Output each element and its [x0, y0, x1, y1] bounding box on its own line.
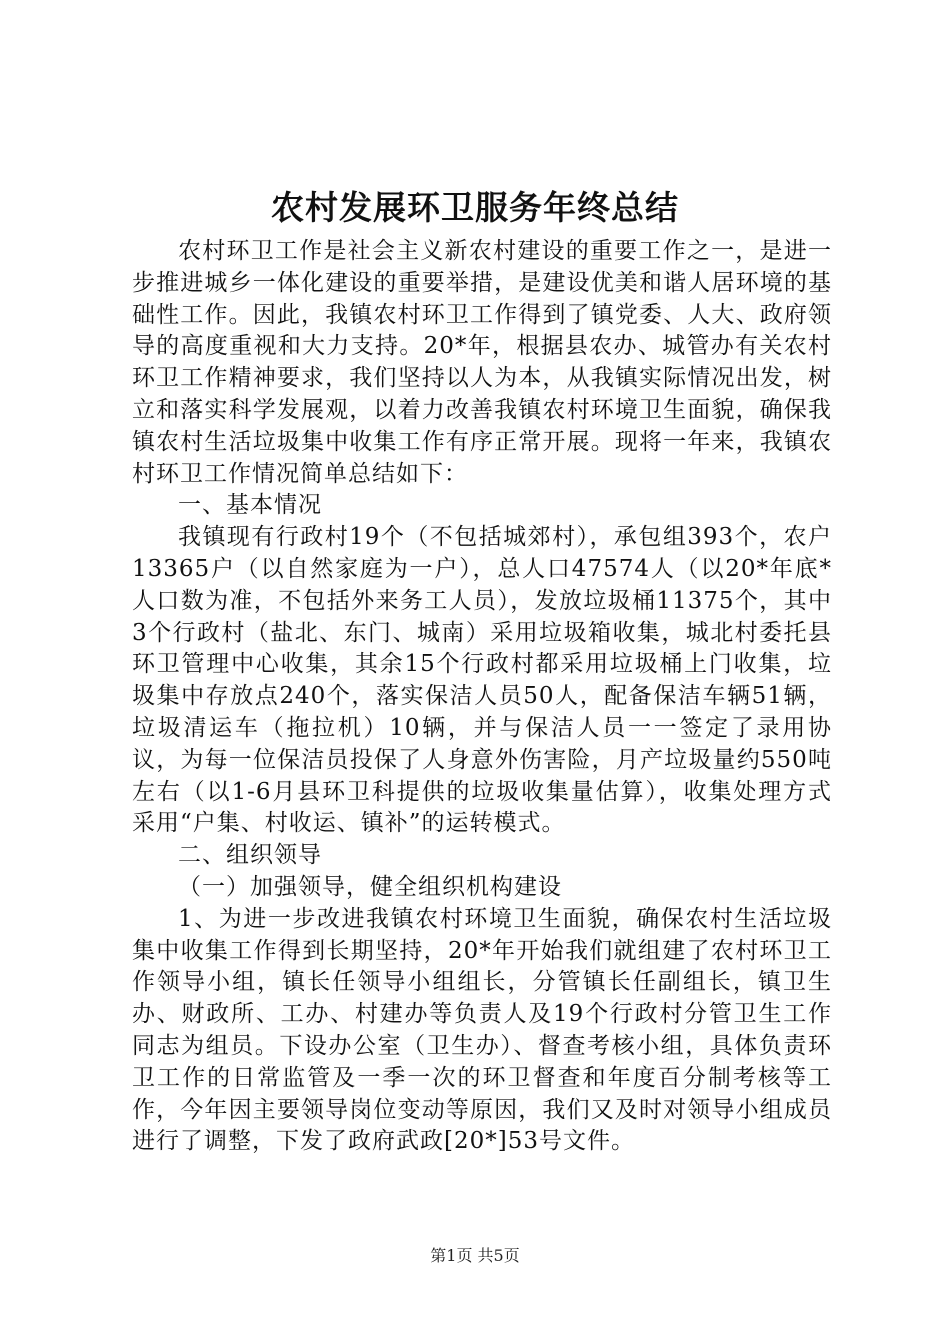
subsection-heading-leadership: （一）加强领导，健全组织机构建设 — [178, 873, 562, 900]
paragraph-intro: 农村环卫工作是社会主义新农村建设的重要工作之一，是进一步推进城乡一体化建设的重要举措，是建设优美和谐人居环境的基础性工作。因此，我镇农村环卫工作得到了镇党委、人大、政府领导的高度重视和大力支持。20*年，根据县农办、城管办有关农村环卫工作精神要求，我们坚持以人为本，从我镇实际情况出发，树立和落实科学发展观，以着力改善我镇农村环境卫生面貌，确保我镇农村生活垃圾集中收集工作有序正常开展。现将一年来，我镇农村环卫工作情况简单总结如下： — [132, 238, 832, 487]
paragraph-basic-situation: 我镇现有行政村19个（不包括城郊村），承包组393个，农户13365户（以自然家庭为一户），总人口47574人（以20*年底*人口数为准，不包括外来务工人员），发放垃圾桶11375个，其中3个行政村（盐北、东门、城南）采用垃圾箱收集，城北村委托县环卫管理中心收集，其余15个行政村都采用垃圾桶上门收集，垃圾集中存放点240个，落实保洁人员50人，配备保洁车辆51辆，垃圾清运车（拖拉机）10辆，并与保洁人员一一签定了录用协议，为每一位保洁员投保了人身意外伤害险，月产垃圾量约550吨左右（以1-6月县环卫科提供的垃圾收集量估算），收集处理方式采用“户集、村收运、镇补”的运转模式。 — [132, 524, 832, 837]
document-body — [132, 236, 832, 1158]
section-heading-basic: 一、基本情况 — [178, 492, 322, 519]
paragraph-leadership-group: 1、为进一步改进我镇农村环境卫生面貌，确保农村生活垃圾集中收集工作得到长期坚持，20*年开始我们就组建了农村环卫工作领导小组，镇长任领导小组组长，分管镇长任副组长，镇卫生办、财政所、工办、村建办等负责人及19个行政村分管卫生工作同志为组员。下设办公室（卫生办）、督查考核小组，具体负责环卫工作的日常监管及一季一次的环卫督查和年度百分制考核等工作，今年因主要领导岗位变动等原因，我们又及时对领导小组成员进行了调整，下发了政府武政[20*]53号文件。 — [132, 905, 832, 1155]
section-heading-organization: 二、组织领导 — [178, 842, 322, 869]
page-title: 农村发展环卫服务年终总结 — [271, 188, 679, 227]
page-footer: 第1页 共5页 — [430, 1246, 520, 1265]
